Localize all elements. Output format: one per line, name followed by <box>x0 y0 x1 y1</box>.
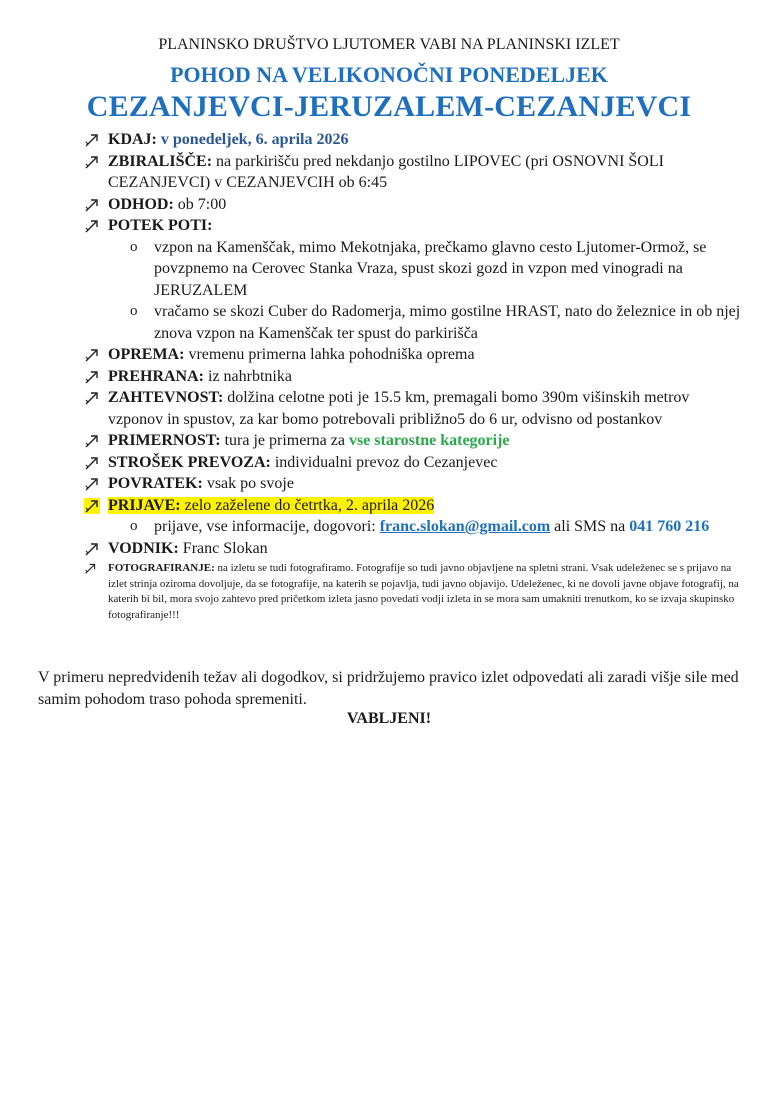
oprema-item <box>84 344 744 366</box>
vodnik-label: VODNIK: <box>108 539 179 557</box>
fotografiranje-item <box>84 561 744 623</box>
organizer-line: PLANINSKO DRUŠTVO LJUTOMER VABI NA PLANINSKI IZLET <box>158 36 620 53</box>
circle-bullet-icon: o <box>130 303 138 319</box>
zahtevnost-value: dolžina celotne poti je 15.5 km, premagali bomo 390m višinskih metrov vzponov in spustov, za kar bomo potrebovali približno5 do 6 ur, odvisno od postankov <box>108 389 690 428</box>
strosek-item <box>84 452 744 474</box>
oprema-value: vremenu primerna lahka pohodniška oprema <box>188 346 475 363</box>
povratek-value: vsak po svoje <box>206 475 294 492</box>
povratek-item <box>84 473 744 495</box>
arrow-bullet-icon <box>84 541 100 557</box>
details-list <box>84 129 744 623</box>
arrow-bullet-icon <box>84 455 100 471</box>
kdaj-value: v ponedeljek, 6. aprila 2026 <box>160 131 349 148</box>
arrow-bullet-icon <box>84 218 100 234</box>
arrow-bullet-icon <box>84 498 100 514</box>
fotografiranje-value: na izletu se tudi fotografiramo. Fotografije so tudi javno objavljene na spletni strani. Vsak udeleženec se s prijavo na izlet strinja oziroma dovoljuje, da se fotografije, na katerih se pojavlja, tudi javno objavijo. Udeleženec, ki ne dovoli javne objave fotografij, na katerih bi bil, mora svojo zahtevo pred pričetkom izleta jasno povedati vodji izleta in se mora sam umakniti trenutkom, ko se izvaja skupinsko fotografiranje!!! <box>108 562 739 621</box>
fotografiranje-label: FOTOGRAFIRANJE: <box>108 562 215 574</box>
sms-text: ali SMS na <box>554 518 626 535</box>
vodnik-item <box>84 538 744 560</box>
kdaj-item <box>84 129 744 151</box>
circle-bullet-icon: o <box>130 518 138 534</box>
primernost-value: tura je primerna za <box>224 432 345 449</box>
kdaj-label: KDAJ: <box>108 131 157 148</box>
arrow-bullet-icon <box>84 390 100 406</box>
zahtevnost-item <box>84 387 744 430</box>
prehrana-item <box>84 366 744 388</box>
arrow-bullet-icon <box>84 369 100 385</box>
event-title: CEZANJEVCI-JERUZALEM-CEZANJEVCI <box>86 90 692 123</box>
phone-number: 041 760 216 <box>629 518 710 535</box>
route-step-text: vzpon na Kamenščak, mimo Mekotnjaka, prečkamo glavno cesto Ljutomer-Ormož, se povzpnemo na Cerovec Stanka Vraza, spust skozi gozd in vzpon med vinogradi na JERUZALEM <box>154 238 707 299</box>
route-step <box>84 301 744 344</box>
oprema-label: OPREMA: <box>108 346 185 363</box>
email-link[interactable]: franc.slokan@gmail.com <box>379 518 551 535</box>
circle-bullet-icon: o <box>130 238 138 255</box>
prijave-item <box>84 495 744 517</box>
disclaimer-note: V primeru nepredvidenih težav ali dogodkov, si pridržujemo pravico izlet odpovedati ali zaradi višje sile med samim pohodom traso pohoda spremeniti. <box>38 669 739 708</box>
arrow-bullet-icon <box>84 433 100 449</box>
route-step-text: vračamo se skozi Cuber do Radomerja, mimo gostilne HRAST, nato do železnice in ob njej znova vzpon na Kamenščak ter spust do parkirišča <box>154 303 741 342</box>
odhod-item <box>84 194 744 216</box>
arrow-bullet-icon <box>84 197 100 213</box>
closing-text: VABLJENI! <box>346 710 432 727</box>
primernost-highlight: vse starostne kategorije <box>348 432 510 449</box>
arrow-bullet-icon <box>84 132 100 148</box>
povratek-label: POVRATEK: <box>108 475 203 492</box>
prijave-sub-text: prijave, vse informacije, dogovori: <box>154 518 376 535</box>
primernost-item <box>84 430 744 452</box>
prijave-contact <box>84 516 744 538</box>
arrow-bullet-icon <box>84 154 100 170</box>
prijave-label: PRIJAVE: <box>108 496 181 514</box>
arrow-bullet-icon <box>84 476 100 492</box>
event-subtitle: POHOD NA VELIKONOČNI PONEDELJEK <box>170 62 608 87</box>
odhod-value: ob 7:00 <box>177 195 227 213</box>
potek-item <box>84 215 744 237</box>
arrow-bullet-icon <box>84 562 97 575</box>
arrow-bullet-icon <box>84 347 100 363</box>
vodnik-value: Franc Slokan <box>182 539 268 557</box>
odhod-label: ODHOD: <box>108 195 174 213</box>
zbiralisce-item <box>84 151 744 194</box>
zahtevnost-label: ZAHTEVNOST: <box>108 389 224 406</box>
strosek-label: STROŠEK PREVOZA: <box>108 453 271 471</box>
prijave-value: zelo zaželene do četrtka, 2. aprila 2026 <box>184 496 435 514</box>
zbiralisce-value: na parkirišču pred nekdanjo gostilno LIPOVEC (pri OSNOVNI ŠOLI CEZANJEVCI) v CEZANJEVCIH ob 6:45 <box>108 152 664 191</box>
strosek-value: individualni prevoz do Cezanjevec <box>274 453 498 471</box>
potek-label: POTEK POTI: <box>108 217 213 234</box>
prehrana-label: PREHRANA: <box>108 367 204 385</box>
prehrana-value: iz nahrbtnika <box>208 367 292 385</box>
primernost-label: PRIMERNOST: <box>108 432 221 449</box>
route-step <box>84 237 744 302</box>
zbiralisce-label: ZBIRALIŠČE: <box>108 152 213 170</box>
prijave-highlight <box>108 497 434 514</box>
